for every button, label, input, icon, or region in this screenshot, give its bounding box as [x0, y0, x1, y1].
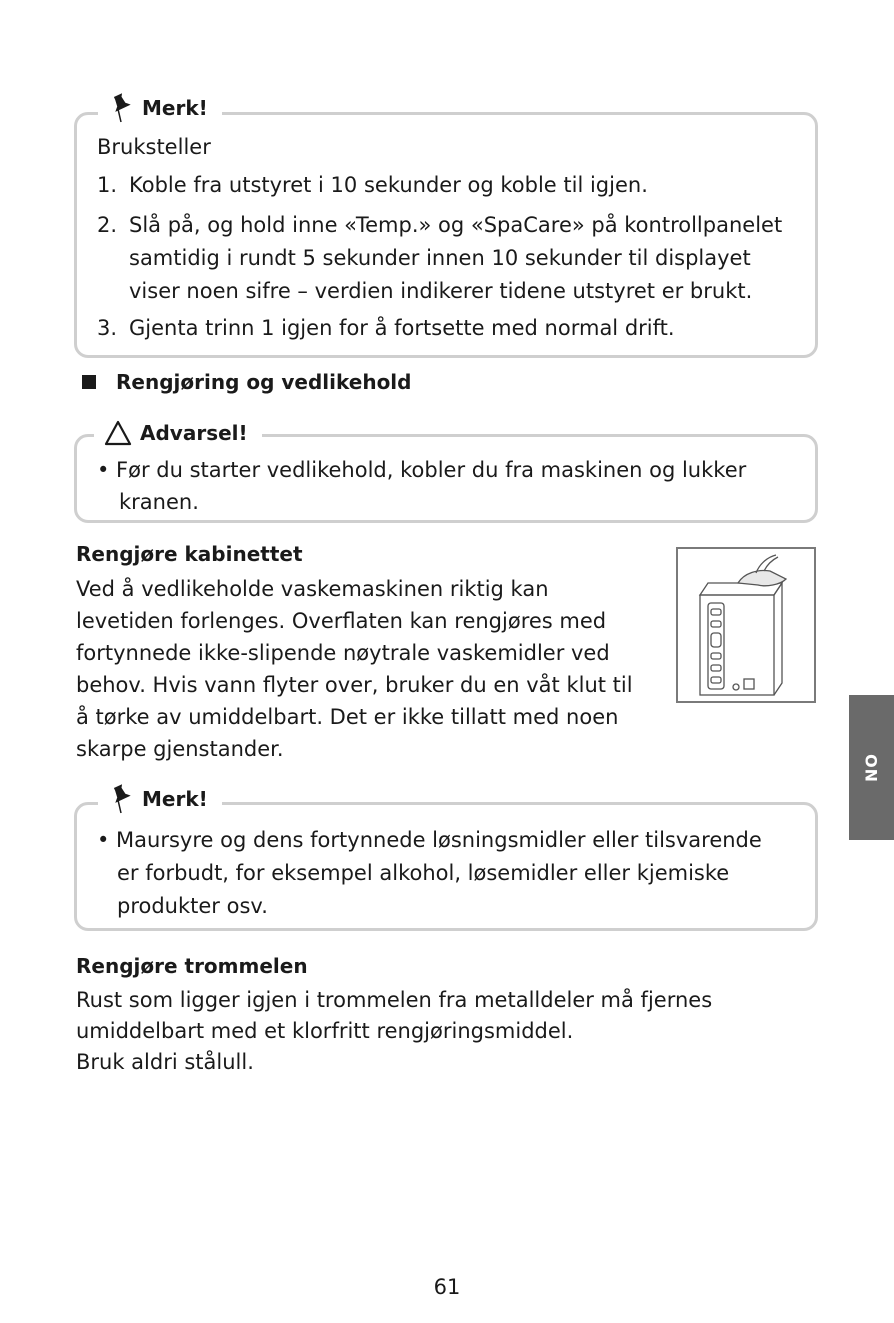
page-number: 61 — [433, 1275, 461, 1299]
drum-line-2: umiddelbart med et klorfritt rengjøringsmiddel. — [76, 1019, 574, 1043]
warning-line-1: • Før du starter vedlikehold, kobler du fra maskinen og lukker — [97, 458, 747, 482]
step-2-line-3: viser noen sifre – verdien indikerer tidene utstyret er brukt. — [129, 279, 753, 303]
pushpin-icon — [108, 784, 134, 814]
note-2-header — [98, 783, 222, 815]
drum-line-1: Rust som ligger igjen i trommelen fra metalldeler må fjernes — [76, 988, 713, 1012]
cabinet-line-1: Ved å vedlikeholde vaskemaskinen riktig kan — [76, 577, 549, 601]
step-1-number: 1. — [97, 173, 118, 197]
step-3-text: Gjenta trinn 1 igjen for å fortsette med normal drift. — [129, 316, 675, 340]
section-title: Rengjøring og vedlikehold — [116, 370, 412, 394]
note-2-heading: Merk! — [142, 787, 208, 811]
drum-title: Rengjøre trommelen — [76, 954, 308, 978]
cabinet-title: Rengjøre kabinettet — [76, 542, 303, 566]
cabinet-line-4: behov. Hvis vann flyter over, bruker du en våt klut til — [76, 673, 633, 697]
warning-heading: Advarsel! — [140, 421, 248, 445]
drum-line-3: Bruk aldri stålull. — [76, 1050, 254, 1074]
note-1-subtitle: Bruksteller — [97, 135, 211, 159]
note-1-header — [98, 92, 222, 124]
cabinet-line-5: å tørke av umiddelbart. Det er ikke tillatt med noen — [76, 705, 619, 729]
cabinet-line-6: skarpe gjenstander. — [76, 737, 284, 761]
step-2-line-2: samtidig i rundt 5 sekunder innen 10 sekunder til displayet — [129, 246, 751, 270]
square-bullet-icon — [82, 375, 96, 389]
note-2-line-1: • Maursyre og dens fortynnede løsningsmidler eller tilsvarende — [97, 828, 762, 852]
warning-line-2: kranen. — [119, 490, 199, 514]
washing-machine-illustration — [676, 547, 816, 703]
step-1-text: Koble fra utstyret i 10 sekunder og koble til igjen. — [129, 173, 648, 197]
language-tab-label: NO — [862, 753, 881, 782]
cabinet-line-3: fortynnede ikke-slipende nøytrale vaskemidler ved — [76, 641, 610, 665]
cabinet-line-2: levetiden forlenges. Overflaten kan rengjøres med — [76, 609, 607, 633]
step-3-number: 3. — [97, 316, 118, 340]
note-1-heading: Merk! — [142, 96, 208, 120]
step-2-number: 2. — [97, 213, 118, 237]
step-2-line-1: Slå på, og hold inne «Temp.» og «SpaCare» på kontrollpanelet — [129, 213, 783, 237]
note-2-line-3: produkter osv. — [117, 894, 268, 918]
note-2-line-2: er forbudt, for eksempel alkohol, løsemidler eller kjemiske — [117, 861, 730, 885]
warning-header — [94, 417, 262, 449]
language-side-tab — [849, 695, 894, 840]
pushpin-icon — [108, 93, 134, 123]
washing-machine-cloth-icon — [678, 549, 814, 701]
warning-triangle-icon — [104, 420, 132, 446]
